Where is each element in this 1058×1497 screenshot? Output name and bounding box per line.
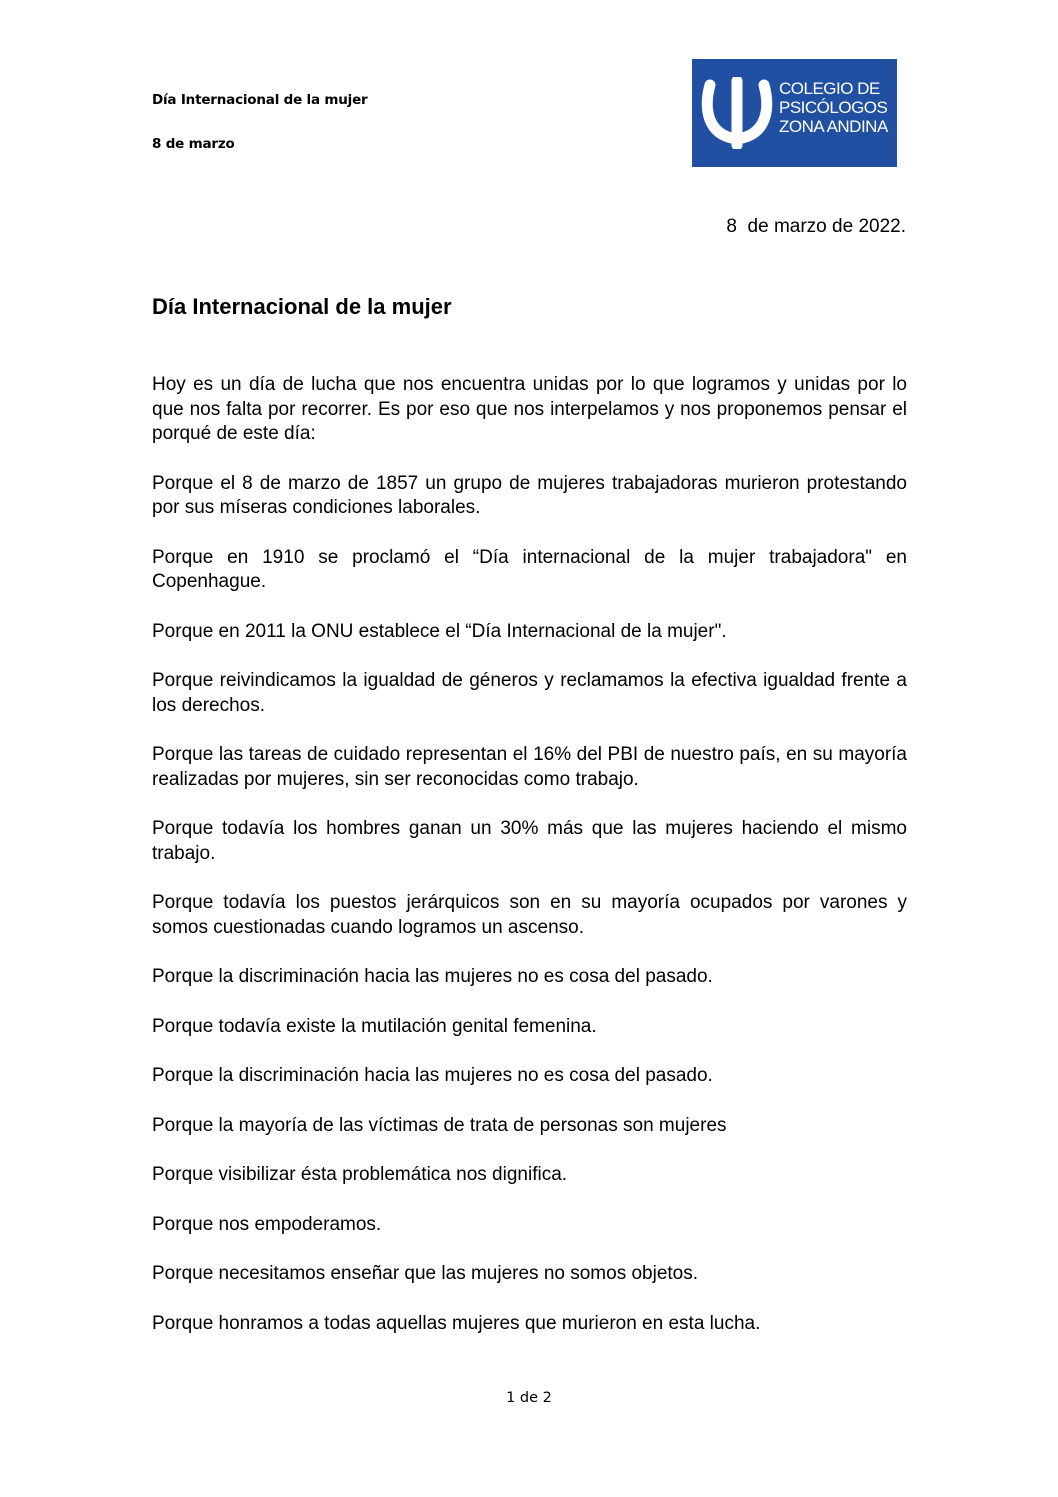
paragraph: Porque nos empoderamos. bbox=[152, 1213, 382, 1235]
paragraph: Porque todavía los puestos jerárquicos son en su mayoría ocupados por varones y somos cuestionadas cuando logramos un ascenso. bbox=[152, 892, 907, 938]
paragraph: Porque en 1910 se proclamó el “Día internacional de la mujer trabajadora" en Copenhague. bbox=[152, 546, 907, 592]
paragraph: Hoy es un día de lucha que nos encuentra unidas por lo que logramos y unidas por lo que nos falta por recorrer. Es por eso que nos interpelamos y nos proponemos pensar el porqué de este día: bbox=[152, 374, 907, 444]
header-title: Día Internacional de la mujer bbox=[152, 92, 368, 108]
logo-line-2: PSICÓLOGOS bbox=[779, 98, 888, 117]
paragraph: Porque la discriminación hacia las mujeres no es cosa del pasado. bbox=[152, 1065, 713, 1086]
page-number: 1 de 2 bbox=[506, 1390, 552, 1406]
paragraph: Porque la mayoría de las víctimas de trata de personas son mujeres bbox=[152, 1114, 727, 1136]
paragraph: Porque la discriminación hacia las mujeres no es cosa del pasado. bbox=[152, 966, 713, 987]
letter-date: 8 de marzo de 2022. bbox=[726, 216, 906, 237]
organization-logo bbox=[692, 59, 897, 167]
paragraph: Porque visibilizar ésta problemática nos dignifica. bbox=[152, 1164, 568, 1185]
paragraph: Porque el 8 de marzo de 1857 un grupo de mujeres trabajadoras murieron protestando por sus míseras condiciones laborales. bbox=[152, 472, 907, 518]
document-title: Día Internacional de la mujer bbox=[152, 294, 452, 319]
paragraph: Porque las tareas de cuidado representan el 16% del PBI de nuestro país, en su mayoría realizadas por mujeres, sin ser reconocidas como trabajo. bbox=[152, 744, 907, 790]
paragraph: Porque honramos a todas aquellas mujeres que murieron en esta lucha. bbox=[152, 1312, 761, 1334]
header-date: 8 de marzo bbox=[152, 136, 235, 152]
paragraph: Porque todavía los hombres ganan un 30% más que las mujeres haciendo el mismo trabajo. bbox=[152, 818, 907, 864]
paragraph: Porque todavía existe la mutilación genital femenina. bbox=[152, 1015, 597, 1037]
logo-text bbox=[779, 79, 888, 136]
paragraph: Porque reivindicamos la igualdad de géneros y reclamamos la efectiva igualdad frente a los derechos. bbox=[152, 670, 907, 716]
paragraph: Porque en 2011 la ONU establece el “Día Internacional de la mujer". bbox=[152, 620, 727, 642]
logo-line-1: COLEGIO DE bbox=[779, 79, 880, 98]
paragraph: Porque necesitamos enseñar que las mujeres no somos objetos. bbox=[152, 1263, 699, 1284]
document-body bbox=[152, 373, 907, 1361]
logo-line-3: ZONA ANDINA bbox=[779, 117, 888, 136]
psi-icon bbox=[700, 77, 774, 149]
